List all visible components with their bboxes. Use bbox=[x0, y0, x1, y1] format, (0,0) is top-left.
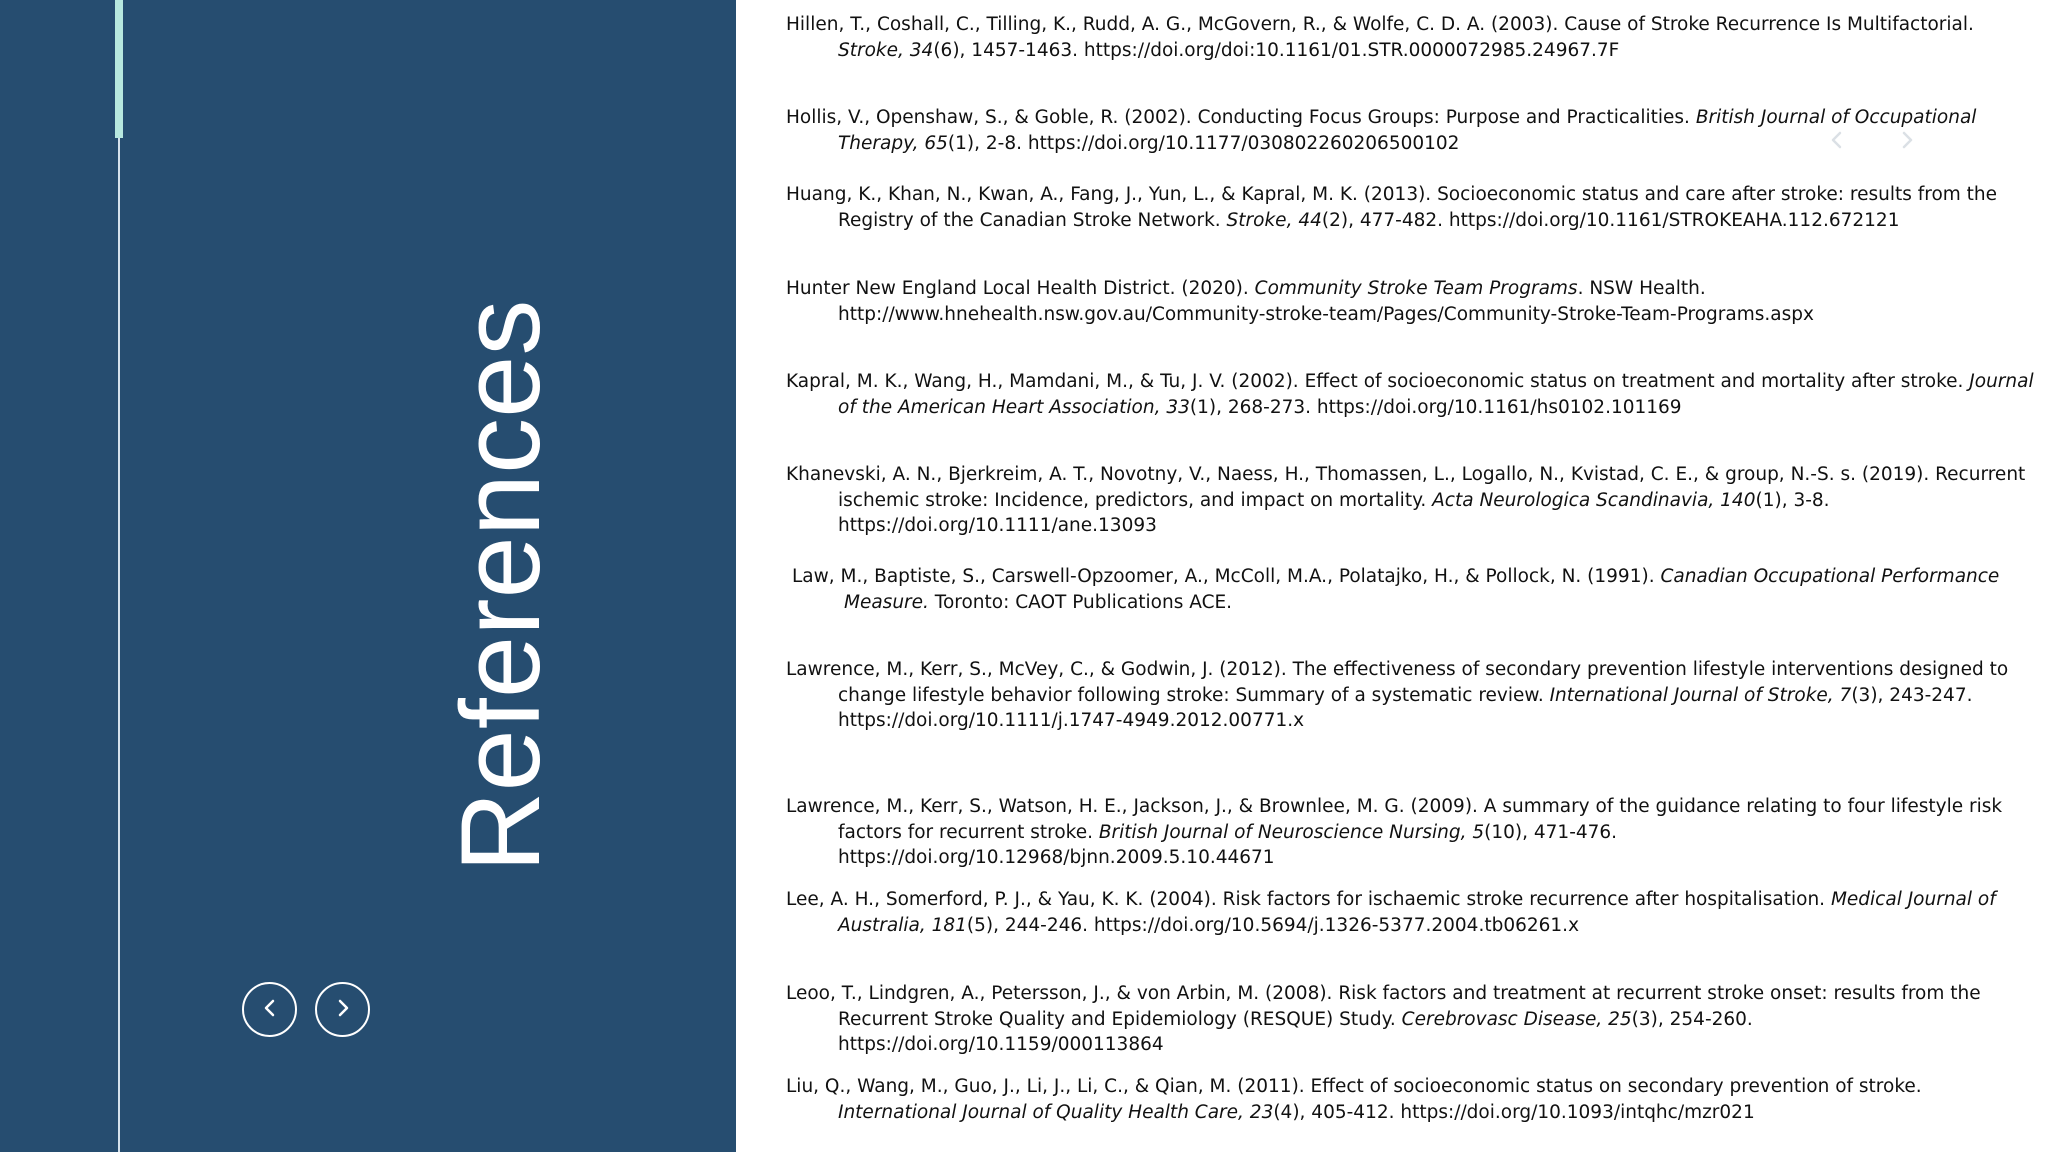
title-container bbox=[437, 299, 563, 873]
chevron-right-icon bbox=[333, 998, 353, 1022]
chevron-left-icon bbox=[260, 998, 280, 1022]
reference-entry: Lawrence, M., Kerr, S., Watson, H. E., Jackson, J., & Brownlee, M. G. (2009). A summary of the guidance relating to four lifestyle risk factors for recurrent stroke. British Journal of Neuroscience Nursing, 5(10), 471-476. https://doi.org/10.12968/bjnn.2009.5.10.44671 bbox=[786, 796, 2003, 868]
reference-entry: Liu, Q., Wang, M., Guo, J., Li, J., Li, C., & Qian, M. (2011). Effect of socioeconomic status on secondary prevention of stroke. International Journal of Quality Health Care, 23(4), 405-412. https://doi.org/10.1093/intqhc/mzr021 bbox=[786, 1076, 1922, 1123]
references-list bbox=[786, 0, 2034, 1152]
vertical-accent-bar bbox=[115, 0, 123, 138]
reference-entry: Law, M., Baptiste, S., Carswell-Opzoomer, A., McColl, M.A., Polatajko, H., & Pollock, N. (1991). Canadian Occupational Performance Measure. Toronto: CAOT Publications ACE. bbox=[792, 566, 2000, 613]
reference-entry: Khanevski, A. N., Bjerkreim, A. T., Novotny, V., Naess, H., Thomassen, L., Logallo, N., Kvistad, C. E., & group, N.-S. s. (2019). Recurrent ischemic stroke: Incidence, predictors, and impact on mortality. Acta Neurologica Scandinavia, 140(1), 3-8. https://doi.org/10.1111/ane.13093 bbox=[786, 464, 2026, 536]
reference-entry: Lee, A. H., Somerford, P. J., & Yau, K. K. (2004). Risk factors for ischaemic stroke recurrence after hospitalisation. Medical Journal of Australia, 181(5), 244-246. https://doi.org/10.5694/j.1326-5377.2004.tb06261.x bbox=[786, 889, 1996, 936]
slide-title: References bbox=[437, 299, 563, 873]
reference-entry: Hollis, V., Openshaw, S., & Goble, R. (2002). Conducting Focus Groups: Purpose and Practicalities. British Journal of Occupational Therapy, 65(1), 2-8. https://doi.org/10.1177/030802260206500102 bbox=[786, 107, 1977, 154]
reference-entry: Hillen, T., Coshall, C., Tilling, K., Rudd, A. G., McGovern, R., & Wolfe, C. D. A. (2003). Cause of Stroke Recurrence Is Multifactorial. Stroke, 34(6), 1457-1463. https://doi.org/doi:10.1161/01.STR.0000072985.24967.7F bbox=[786, 14, 1974, 61]
reference-entry: Leoo, T., Lindgren, A., Petersson, J., & von Arbin, M. (2008). Risk factors and treatment at recurrent stroke onset: results from the Recurrent Stroke Quality and Epidemiology (RESQUE) Study. Cerebrovasc Disease, 25(3), 254-260. https://doi.org/10.1159/000113864 bbox=[786, 983, 1981, 1055]
previous-slide-button[interactable] bbox=[242, 982, 297, 1037]
reference-entry: Huang, K., Khan, N., Kwan, A., Fang, J., Yun, L., & Kapral, M. K. (2013). Socioeconomic status and care after stroke: results from the Registry of the Canadian Stroke Network. Stroke, 44(2), 477-482. https://doi.org/10.1161/STROKEAHA.112.672121 bbox=[786, 184, 1998, 231]
reference-entry: Lawrence, M., Kerr, S., McVey, C., & Godwin, J. (2012). The effectiveness of secondary prevention lifestyle interventions designed to change lifestyle behavior following stroke: Summary of a systematic review. International Journal of Stroke, 7(3), 243-247. https://doi.org/10.1111/j.1747-4949.2012.00771.x bbox=[786, 659, 2009, 731]
reference-entry: Kapral, M. K., Wang, H., Mamdani, M., & Tu, J. V. (2002). Effect of socioeconomic status on treatment and mortality after stroke. Journal of the American Heart Association, 33(1), 268-273. https://doi.org/10.1161/hs0102.101169 bbox=[786, 371, 2034, 418]
reference-entry: Hunter New England Local Health District. (2020). Community Stroke Team Programs. NSW Health. http://www.hnehealth.nsw.gov.au/Community-stroke-team/Pages/Community-Stroke-Team-Programs.aspx bbox=[786, 278, 1814, 325]
next-slide-button[interactable] bbox=[315, 982, 370, 1037]
title-panel bbox=[0, 0, 736, 1152]
vertical-divider-line bbox=[118, 0, 120, 1152]
